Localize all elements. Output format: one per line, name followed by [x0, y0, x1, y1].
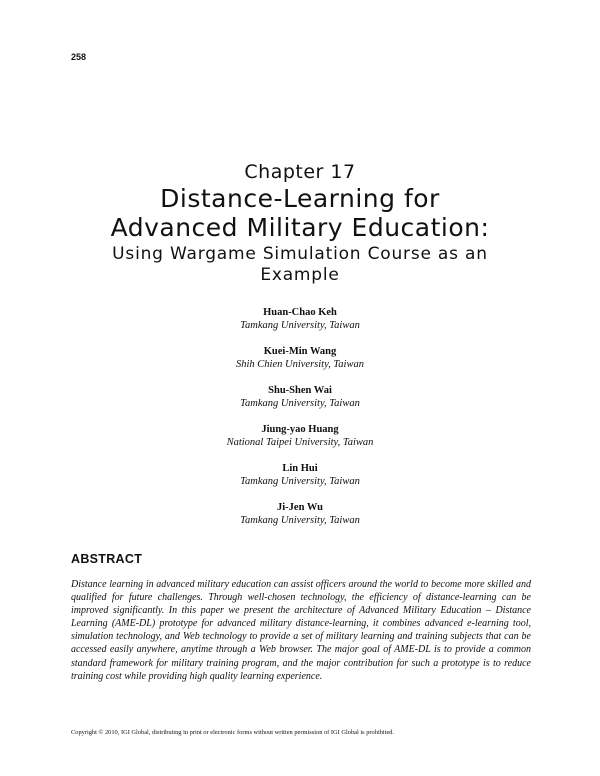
author-name: Jiung-yao Huang — [261, 424, 339, 435]
author-affiliation: Tamkang University, Taiwan — [240, 515, 360, 526]
author-affiliation: Tamkang University, Taiwan — [240, 320, 360, 331]
author-name: Lin Hui — [282, 463, 318, 474]
chapter-subtitle-line-1: Using Wargame Simulation Course as an — [112, 244, 488, 264]
chapter-subtitle-line-2: Example — [260, 265, 340, 285]
author-entry — [0, 306, 600, 345]
author-entry — [0, 423, 600, 462]
author-name: Ji-Jen Wu — [277, 502, 323, 513]
chapter-title-line-2: Advanced Military Education: — [110, 213, 490, 242]
chapter-heading — [0, 160, 600, 286]
author-entry — [0, 462, 600, 501]
chapter-title-line-1: Distance-Learning for — [160, 184, 440, 213]
author-affiliation: Tamkang University, Taiwan — [240, 476, 360, 487]
author-list — [0, 306, 600, 540]
abstract-heading: ABSTRACT — [71, 552, 143, 566]
author-affiliation: Tamkang University, Taiwan — [240, 398, 360, 409]
author-entry — [0, 384, 600, 423]
author-affiliation: Shih Chien University, Taiwan — [236, 359, 364, 370]
author-name: Shu-Shen Wai — [268, 385, 332, 396]
chapter-label: Chapter 17 — [244, 161, 356, 183]
author-name: Kuei-Min Wang — [263, 346, 337, 357]
author-entry — [0, 345, 600, 384]
author-affiliation: National Taipei University, Taiwan — [226, 437, 374, 448]
abstract-body: Distance learning in advanced military education can assist officers around the world to become more skilled and qualified for future challenges. Through well-chosen technology, the efficiency of distance-learning can be improved significantly. In this paper we present the architecture of Advanced Military Education – Distance Learning (AME-DL) prototype for advanced military distance-learning, it combines advanced e-learning tool, simulation technology, and Web technology to provide a set of military learning and training subjects that can be accessed easily anywhere, anytime through a Web browser. The major goal of AME-DL is to provide a common standard framework for military training program, and the major contribution for such a prototype is to reduce training cost while providing high quality learning experience. — [71, 579, 531, 682]
page-number: 258 — [71, 52, 87, 62]
copyright-notice: Copyright © 2010, IGI Global, distributing in print or electronic forms without written permission of IGI Global is prohibited. — [71, 729, 395, 736]
author-name: Huan-Chao Keh — [263, 307, 337, 318]
author-entry — [0, 501, 600, 540]
